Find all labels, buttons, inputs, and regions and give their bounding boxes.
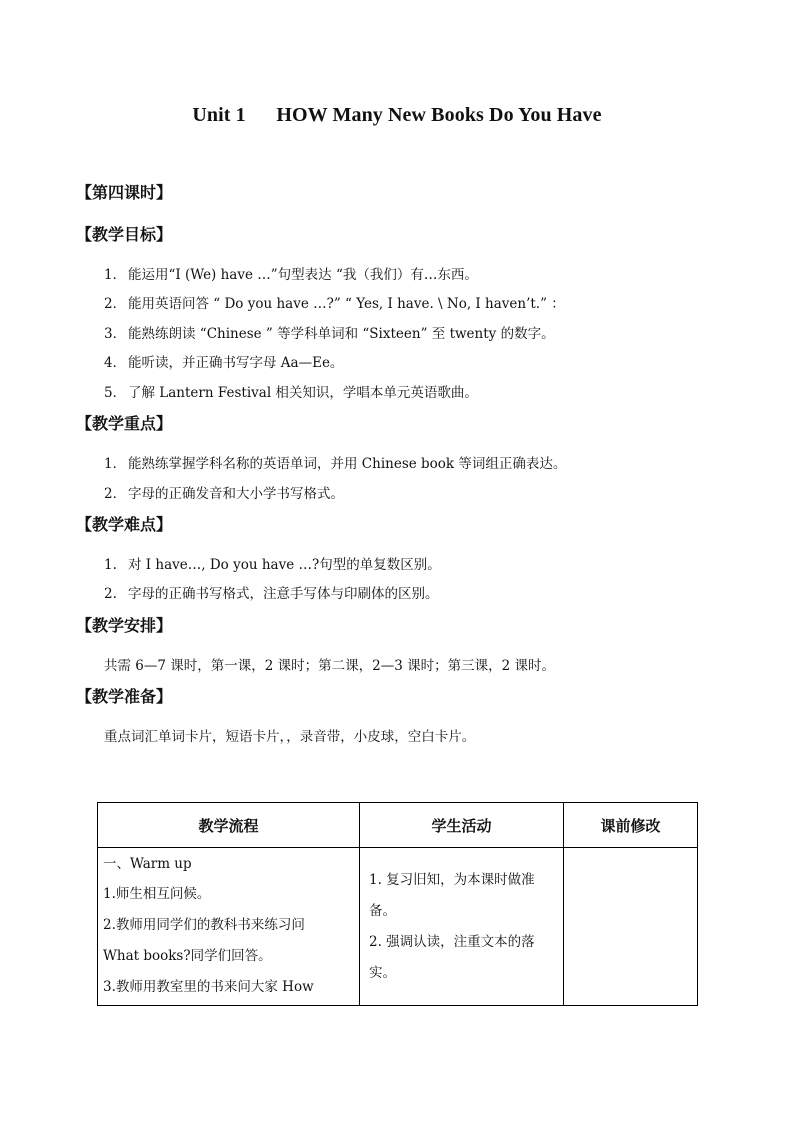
goal-item: [104, 351, 343, 371]
goal-text: 了解 Lantern Festival 相关知识，学唱本单元英语歌曲。: [128, 385, 478, 401]
activity-line: 1. 复习旧知，为本课时做准: [369, 872, 535, 888]
heading-preparation: 【教学准备】: [76, 687, 173, 706]
goal-number: 2．: [104, 296, 127, 312]
difficulty-item: [104, 553, 441, 573]
activity-line: 2. 强调认读，注重文本的落: [369, 934, 535, 950]
key-point-item: [104, 482, 344, 502]
goal-text: 能运用“I (We) have …”句型表达 “我（我们）有…东西。: [128, 267, 478, 283]
heading-period: 【第四课时】: [76, 183, 173, 202]
teaching-process-cell: [98, 848, 360, 1006]
difficulty-number: 2.: [104, 586, 117, 602]
key-point-text: 字母的正确发音和大小学书写格式。: [128, 486, 344, 502]
schedule-text: 共需 6—7 课时，第一课，2 课时；第二课，2—3 课时；第三课，2 课时。: [104, 658, 555, 674]
process-line: 1.师生相互问候。: [103, 886, 211, 902]
goal-item: [104, 381, 478, 401]
table-header-row: [98, 803, 698, 848]
process-line: 2.教师用同学们的教科书来练习问: [103, 917, 305, 933]
heading-teaching-goals: 【教学目标】: [76, 225, 173, 244]
heading-difficulties: 【教学难点】: [76, 515, 173, 534]
difficulty-item: [104, 582, 439, 602]
goal-number: 1．: [104, 267, 127, 283]
lesson-flow-table: [97, 802, 698, 1006]
student-activity-cell: [360, 848, 564, 1006]
heading-schedule: 【教学安排】: [76, 616, 173, 635]
activity-line: 备。: [369, 903, 396, 919]
difficulty-text: 对 I have…, Do you have …?句型的单复数区别。: [128, 557, 441, 573]
preparation-text: 重点词汇单词卡片，短语卡片，，录音带，小皮球，空白卡片。: [104, 729, 476, 745]
document-title: Unit 1 HOW Many New Books Do You Have: [192, 104, 602, 126]
goal-item: [104, 322, 555, 342]
activity-line: 实。: [369, 965, 396, 981]
goal-text: 能用英语问答 “ Do you have …?” “ Yes, I have. \ No, I haven’t.” ：: [128, 296, 565, 312]
key-point-number: 1．: [104, 456, 127, 472]
header-pre-class-revision: 课前修改: [564, 803, 698, 848]
key-point-text: 能熟练掌握学科名称的英语单词，并用 Chinese book 等词组正确表达。: [128, 456, 567, 472]
key-point-item: [104, 452, 566, 472]
goal-number: 3．: [104, 326, 127, 342]
goal-number: 5．: [104, 385, 127, 401]
goal-text: 能听读，并正确书写字母 Aa—Ee。: [128, 355, 344, 371]
goal-text: 能熟练朗读 “Chinese ” 等学科单词和 “Sixteen” 至 twenty 的数字。: [128, 326, 555, 342]
difficulty-text: 字母的正确书写格式，注意手写体与印刷体的区别。: [128, 586, 439, 602]
process-line: What books?同学们回答。: [103, 948, 272, 964]
goal-item: [104, 263, 478, 283]
goal-number: 4．: [104, 355, 127, 371]
process-line: 3.教师用教室里的书来问大家 How: [103, 979, 314, 995]
header-student-activity: 学生活动: [360, 803, 564, 848]
goal-item: [104, 292, 565, 312]
table-row: [98, 848, 698, 1006]
difficulty-number: 1.: [104, 557, 117, 573]
pre-class-revision-cell: [564, 848, 698, 1006]
heading-key-points: 【教学重点】: [76, 414, 173, 433]
process-line: 一、Warm up: [103, 856, 192, 872]
key-point-number: 2．: [104, 486, 127, 502]
header-teaching-process: 教学流程: [98, 803, 360, 848]
